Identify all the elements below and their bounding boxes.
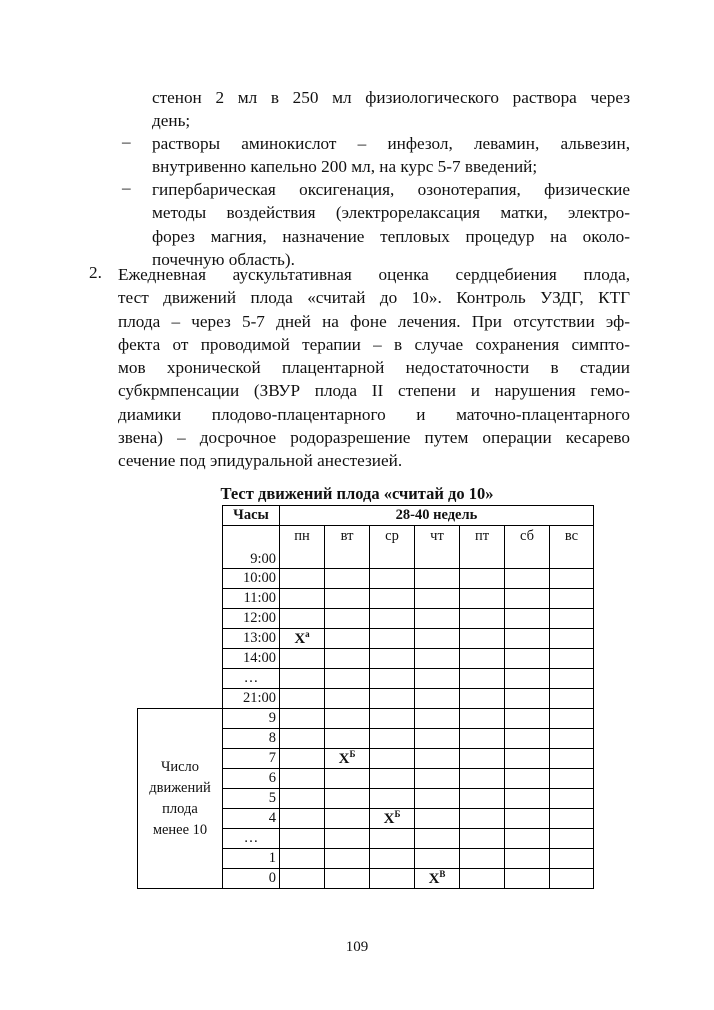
text-line: звена) – досрочное родоразрешение путем операции кесарево xyxy=(118,428,630,448)
cell xyxy=(280,609,325,629)
cell xyxy=(505,589,550,609)
table-row xyxy=(138,629,594,649)
cell xyxy=(280,649,325,669)
cell xyxy=(550,729,594,749)
cell xyxy=(370,689,415,709)
cell xyxy=(280,729,325,749)
mark-cell xyxy=(415,869,460,889)
cell xyxy=(280,769,325,789)
cell xyxy=(370,649,415,669)
table-row xyxy=(138,589,594,609)
cell xyxy=(415,589,460,609)
cell xyxy=(370,629,415,649)
cell xyxy=(280,749,325,769)
text-line: сечение под эпидуральной анестезией. xyxy=(118,451,403,471)
cell xyxy=(460,589,505,609)
cell xyxy=(280,869,325,889)
text-line: методы воздействия (электрорелаксация матки, электро- xyxy=(152,203,630,223)
dash-marker: – xyxy=(122,132,131,151)
count-cell: 7 xyxy=(223,749,280,769)
table-row xyxy=(138,526,594,569)
cell xyxy=(460,609,505,629)
cell xyxy=(325,609,370,629)
hour-cell: 9:00 xyxy=(223,526,280,569)
empty-cell xyxy=(138,589,223,609)
cell xyxy=(550,809,594,829)
empty-cell xyxy=(138,569,223,589)
mark-cell xyxy=(370,809,415,829)
cell xyxy=(505,709,550,729)
text-line: стенон 2 мл в 250 мл физиологического раствора через xyxy=(152,88,630,107)
cell xyxy=(505,829,550,849)
cell xyxy=(505,629,550,649)
cell xyxy=(505,729,550,749)
table-row xyxy=(138,649,594,669)
count-cell: 4 xyxy=(223,809,280,829)
cell xyxy=(550,829,594,849)
cell xyxy=(280,569,325,589)
cell xyxy=(280,829,325,849)
table-row xyxy=(138,689,594,709)
cell xyxy=(325,689,370,709)
table-row xyxy=(138,569,594,589)
cell xyxy=(550,769,594,789)
day-header: чт xyxy=(415,526,460,569)
text-line: субкрмпенсации (ЗВУР плода II степени и нарушения гемо- xyxy=(118,381,630,401)
empty-cell xyxy=(138,629,223,649)
cell xyxy=(370,769,415,789)
cell xyxy=(280,589,325,609)
cell xyxy=(415,829,460,849)
cell xyxy=(415,569,460,589)
count-cell: 5 xyxy=(223,789,280,809)
text-line: Ежедневная аускультативная оценка сердцебиения плода, xyxy=(118,265,630,284)
table-row xyxy=(138,609,594,629)
cell xyxy=(370,829,415,849)
cell xyxy=(550,629,594,649)
cell xyxy=(370,669,415,689)
table-row xyxy=(138,709,594,729)
cell xyxy=(325,769,370,789)
cell xyxy=(505,869,550,889)
cell xyxy=(505,849,550,869)
empty-cell xyxy=(138,689,223,709)
text-line: плода – через 5-7 дней на фоне лечения. При отсутствии эф- xyxy=(118,311,630,331)
cell xyxy=(550,589,594,609)
cell xyxy=(325,649,370,669)
cell xyxy=(460,629,505,649)
count-label-line: движений xyxy=(149,779,211,796)
day-header: ср xyxy=(370,526,415,569)
text-line: растворы аминокислот – инфезол, левамин, альвезин, xyxy=(152,134,630,153)
count-cell: 9 xyxy=(223,709,280,729)
day-header: вс xyxy=(550,526,594,569)
cell xyxy=(505,669,550,689)
count-cell: 6 xyxy=(223,769,280,789)
table-row xyxy=(138,669,594,689)
cell xyxy=(370,749,415,769)
empty-cell xyxy=(138,669,223,689)
day-header: сб xyxy=(505,526,550,569)
text-line: почечную область). xyxy=(152,249,295,269)
item2-paragraph xyxy=(118,263,630,473)
cell xyxy=(550,569,594,589)
cell xyxy=(505,769,550,789)
cell xyxy=(550,709,594,729)
cell xyxy=(415,669,460,689)
cell xyxy=(550,609,594,629)
cell xyxy=(370,849,415,869)
header-row xyxy=(138,506,594,526)
cell xyxy=(415,789,460,809)
header-weeks: 28-40 недель xyxy=(280,506,594,526)
hour-cell: 14:00 xyxy=(223,649,280,669)
table-title: Тест движений плода «считай до 10» xyxy=(220,484,494,503)
text-line: фекта от проводимой терапии – в случае сохранения симпто- xyxy=(118,334,630,354)
count-label-line: менее 10 xyxy=(152,821,208,838)
dash-item-amino xyxy=(152,132,630,179)
dash-item-oxygenation xyxy=(152,178,630,271)
hour-cell: 12:00 xyxy=(223,609,280,629)
hour-cell: 11:00 xyxy=(223,589,280,609)
mark-cell xyxy=(280,629,325,649)
empty-cell xyxy=(138,506,223,526)
cell xyxy=(415,709,460,729)
header-hours: Часы xyxy=(223,506,280,526)
cell xyxy=(505,609,550,629)
cell xyxy=(460,709,505,729)
count-cell: 0 xyxy=(223,869,280,889)
cell xyxy=(280,669,325,689)
cell xyxy=(325,669,370,689)
day-header: вт xyxy=(325,526,370,569)
cell xyxy=(415,769,460,789)
page-number: 109 xyxy=(345,939,369,955)
item1-continuation xyxy=(152,86,630,133)
cell xyxy=(460,729,505,749)
cell xyxy=(325,849,370,869)
cell xyxy=(505,569,550,589)
cell xyxy=(460,809,505,829)
cell xyxy=(505,809,550,829)
cell xyxy=(280,809,325,829)
cell xyxy=(325,829,370,849)
cell xyxy=(370,609,415,629)
text-line: день; xyxy=(152,111,191,131)
cell xyxy=(370,729,415,749)
cell xyxy=(460,849,505,869)
count-label xyxy=(138,709,223,889)
count-label-line: плода xyxy=(162,800,198,817)
text-line: гипербарическая оксигенация, озонотерапия, физические xyxy=(152,180,630,199)
cell xyxy=(370,869,415,889)
text-line: тест движений плода «считай до 10». Контроль УЗДГ, КТГ xyxy=(118,288,630,308)
cell xyxy=(325,809,370,829)
mark-x: $Х^а$ xyxy=(294,629,310,647)
cell xyxy=(415,749,460,769)
cell xyxy=(550,849,594,869)
empty-cell xyxy=(138,609,223,629)
cell xyxy=(460,829,505,849)
text-line: диамики плодово-плацентарного и маточно-плацентарного xyxy=(118,404,630,424)
cell xyxy=(460,769,505,789)
count-cell: 8 xyxy=(223,729,280,749)
cell xyxy=(370,589,415,609)
day-header: пт xyxy=(460,526,505,569)
cell xyxy=(280,789,325,809)
item-number: 2. xyxy=(89,263,102,282)
cell xyxy=(415,649,460,669)
cell xyxy=(325,729,370,749)
cell xyxy=(460,689,505,709)
cell xyxy=(550,789,594,809)
count-cell: … xyxy=(223,829,280,849)
cell xyxy=(550,649,594,669)
cell xyxy=(550,869,594,889)
cell xyxy=(415,729,460,749)
cell xyxy=(505,689,550,709)
cell xyxy=(370,709,415,729)
dash-marker: – xyxy=(122,178,131,197)
day-header: пн xyxy=(280,526,325,569)
fetal-movement-table xyxy=(137,505,594,889)
text-line: форез магния, назначение тепловых процедур на около- xyxy=(152,226,630,246)
cell xyxy=(505,649,550,669)
cell xyxy=(325,569,370,589)
cell xyxy=(415,629,460,649)
cell xyxy=(370,789,415,809)
mark-x: $Х^Б$ xyxy=(338,749,356,767)
hour-cell: 21:00 xyxy=(223,689,280,709)
cell xyxy=(460,569,505,589)
cell xyxy=(550,749,594,769)
cell xyxy=(505,789,550,809)
hour-cell: … xyxy=(223,669,280,689)
cell xyxy=(415,809,460,829)
cell xyxy=(370,569,415,589)
cell xyxy=(280,709,325,729)
text-line: внутривенно капельно 200 мл, на курс 5-7 введений; xyxy=(152,157,538,177)
cell xyxy=(505,749,550,769)
hour-cell: 13:00 xyxy=(223,629,280,649)
mark-cell xyxy=(325,749,370,769)
cell xyxy=(460,669,505,689)
cell xyxy=(325,709,370,729)
cell xyxy=(460,749,505,769)
cell xyxy=(460,869,505,889)
mark-x: $Х^Б$ xyxy=(383,809,401,827)
cell xyxy=(325,869,370,889)
count-label-line: Число xyxy=(160,758,200,775)
cell xyxy=(415,849,460,869)
cell xyxy=(415,609,460,629)
cell xyxy=(550,689,594,709)
cell xyxy=(325,589,370,609)
cell xyxy=(460,789,505,809)
cell xyxy=(280,689,325,709)
cell xyxy=(280,849,325,869)
mark-x: $Х^В$ xyxy=(428,869,446,887)
cell xyxy=(325,789,370,809)
hour-cell: 10:00 xyxy=(223,569,280,589)
count-cell: 1 xyxy=(223,849,280,869)
cell xyxy=(550,669,594,689)
empty-cell xyxy=(138,526,223,569)
empty-cell xyxy=(138,649,223,669)
cell xyxy=(325,629,370,649)
cell xyxy=(415,689,460,709)
cell xyxy=(460,649,505,669)
text-line: мов хронической плацентарной недостаточности в стадии xyxy=(118,358,630,378)
